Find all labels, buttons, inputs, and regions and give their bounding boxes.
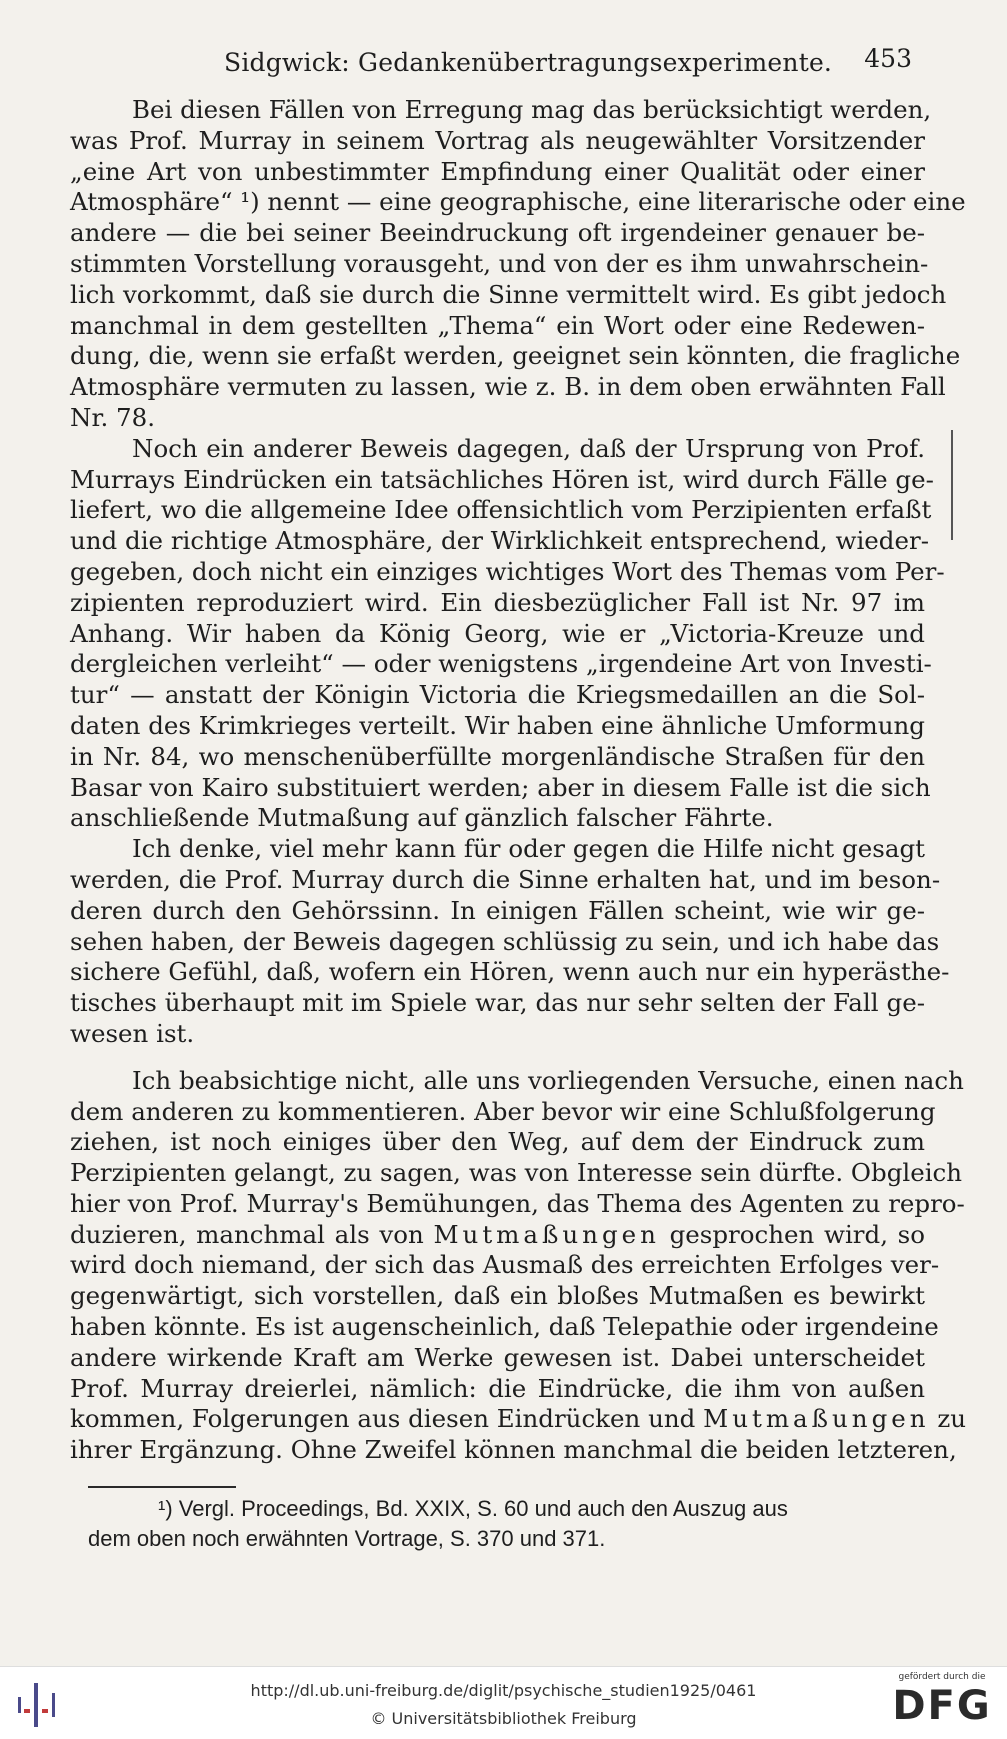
text-line: anschließende Mutmaßung auf gänzlich falscher Fährte. — [70, 803, 774, 833]
text-line: Atmosphäre“ ¹) nennt — eine geographische, eine literarische oder eine — [70, 187, 966, 217]
text-line: Perzipienten gelangt, zu sagen, was von Interesse sein dürfte. Obgleich — [70, 1158, 963, 1188]
text-line: Prof. Murray dreierlei, nämlich: die Eindrücke, die ihm von außen — [70, 1373, 925, 1403]
page-number: 453 — [864, 44, 912, 73]
dfg-logo-icon — [887, 1671, 997, 1735]
funding-note: gefördert durch die — [898, 1672, 986, 1682]
footnote-line: dem oben noch erwähnten Vortrage, S. 370 und 371. — [88, 1526, 606, 1551]
emphasized-word: Mutmaßungen — [703, 1404, 930, 1434]
text-line: stimmten Vorstellung vorausgeht, und von der es ihm unwahrschein- — [70, 248, 929, 278]
text-line: tur“ — anstatt der Königin Victoria die Kriegsmedaillen an die Sol- — [70, 680, 925, 710]
text-line: „eine Art von unbestimmter Empfindung einer Qualität oder einer — [70, 156, 925, 186]
text-line: gegenwärtigt, sich vorstellen, daß ein bloßes Mutmaßen es bewirkt — [70, 1281, 925, 1311]
text-line: dem anderen zu kommentieren. Aber bevor wir eine Schlußfolgerung — [70, 1096, 936, 1126]
text-line: Nr. 78. — [70, 402, 155, 432]
text-line: Atmosphäre vermuten zu lassen, wie z. B. in dem oben erwähnten Fall — [70, 372, 946, 402]
text-line: was Prof. Murray in seinem Vortrag als neugewählter Vorsitzender — [70, 125, 925, 155]
text-line: kommen, Folgerungen aus diesen Eindrücken und Mutmaßungen zu — [70, 1404, 967, 1434]
text-line: ziehen, ist noch einiges über den Weg, auf dem der Eindruck zum — [70, 1127, 925, 1157]
text-line: Ich beabsichtige nicht, alle uns vorliegenden Versuche, einen nach — [132, 1065, 964, 1095]
text-line: wesen ist. — [70, 1018, 195, 1048]
text-line: sehen haben, der Beweis dagegen schlüssig zu sein, und ich habe das — [70, 926, 940, 956]
dfg-wordmark: DFG — [892, 1683, 992, 1729]
text-line: daten des Krimkrieges verteilt. Wir haben eine ähnliche Umformung — [70, 710, 925, 740]
margin-pencil-mark — [951, 430, 953, 540]
running-head: Sidgwick: Gedankenübertragungsexperimente. — [224, 48, 833, 77]
text-line: andere wirkende Kraft am Werke gewesen ist. Dabei unterscheidet — [70, 1342, 925, 1372]
paragraph — [70, 1065, 967, 1466]
text-line: dung, die, wenn sie erfaßt werden, geeignet sein könnten, die fragliche — [70, 341, 961, 371]
text-line: Bei diesen Fällen von Erregung mag das berücksichtigt werden, — [132, 95, 932, 124]
text-line: liefert, wo die allgemeine Idee offensichtlich vom Perzipienten erfaßt — [70, 495, 932, 525]
text-line: hier von Prof. Murray's Bemühungen, das Thema des Agenten zu repro- — [70, 1188, 965, 1218]
text-line: Basar von Kairo substituiert werden; aber in diesem Falle ist die sich — [70, 772, 931, 802]
footnotes — [88, 1494, 933, 1554]
text-line: Murrays Eindrücken ein tatsächliches Hören ist, wird durch Fälle ge- — [70, 464, 934, 494]
text-line: manchmal in dem gestellten „Thema“ ein Wort oder eine Redewen- — [70, 310, 925, 340]
text-line: Ich denke, viel mehr kann für oder gegen die Hilfe nicht gesagt — [132, 834, 925, 864]
text-line: deren durch den Gehörssinn. In einigen Fällen scheint, wie wir ge- — [70, 895, 925, 925]
paragraph — [70, 834, 950, 1050]
body-text — [70, 95, 967, 1466]
footnote-line: ¹) Vergl. Proceedings, Bd. XXIX, S. 60 und auch den Auszug aus — [158, 1496, 788, 1521]
text-line: haben könnte. Es ist augenscheinlich, daß Telepathie oder irgendeine — [70, 1312, 939, 1342]
page-header — [100, 44, 920, 84]
text-line: ihrer Ergänzung. Ohne Zweifel können manchmal die beiden letzteren, — [70, 1435, 957, 1465]
emphasized-word: Mutmaßungen — [433, 1219, 660, 1249]
paragraph — [70, 95, 966, 434]
text-line: sichere Gefühl, daß, wofern ein Hören, wenn auch nur ein hyperästhe- — [70, 957, 950, 987]
footnote-rule — [88, 1486, 236, 1488]
text-line: tisches überhaupt mit im Spiele war, das nur sehr selten der Fall ge- — [70, 988, 925, 1018]
paragraph-gap — [70, 1050, 925, 1066]
text-line: gegeben, doch nicht ein einziges wichtiges Wort des Themas vom Per- — [70, 556, 945, 586]
text-line: andere — die bei seiner Beeindruckung oft irgendeiner genauer be- — [70, 218, 925, 248]
text-line: in Nr. 84, wo menschenüberfüllte morgenländische Straßen für den — [70, 741, 925, 771]
copyright-notice: © Universitätsbibliothek Freiburg — [370, 1709, 637, 1728]
paragraph — [70, 433, 945, 834]
text-line: und die richtige Atmosphäre, der Wirklichkeit entsprechend, wieder- — [70, 526, 929, 556]
text-line: Noch ein anderer Beweis dagegen, daß der Ursprung von Prof. — [132, 433, 925, 463]
viewer-footer — [0, 1666, 1007, 1739]
text-line: duzieren, manchmal als von Mutmaßungen gesprochen wird, so — [70, 1219, 926, 1249]
text-line: werden, die Prof. Murray durch die Sinne erhalten hat, und im beson- — [70, 864, 941, 894]
text-line: lich vorkommt, daß sie durch die Sinne vermittelt wird. Es gibt jedoch — [70, 279, 947, 309]
text-line: zipienten reproduziert wird. Ein diesbezüglicher Fall ist Nr. 97 im — [70, 587, 925, 617]
text-line: Anhang. Wir haben da König Georg, wie er „Victoria-Kreuze und — [70, 618, 925, 648]
text-line: wird doch niemand, der sich das Ausmaß des erreichten Erfolges ver- — [70, 1250, 940, 1280]
text-line: dergleichen verleiht“ — oder wenigstens „irgendeine Art von Investi- — [70, 649, 932, 679]
permalink-url[interactable]: http://dl.ub.uni-freiburg.de/diglit/psychische_studien1925/0461 — [250, 1681, 757, 1700]
